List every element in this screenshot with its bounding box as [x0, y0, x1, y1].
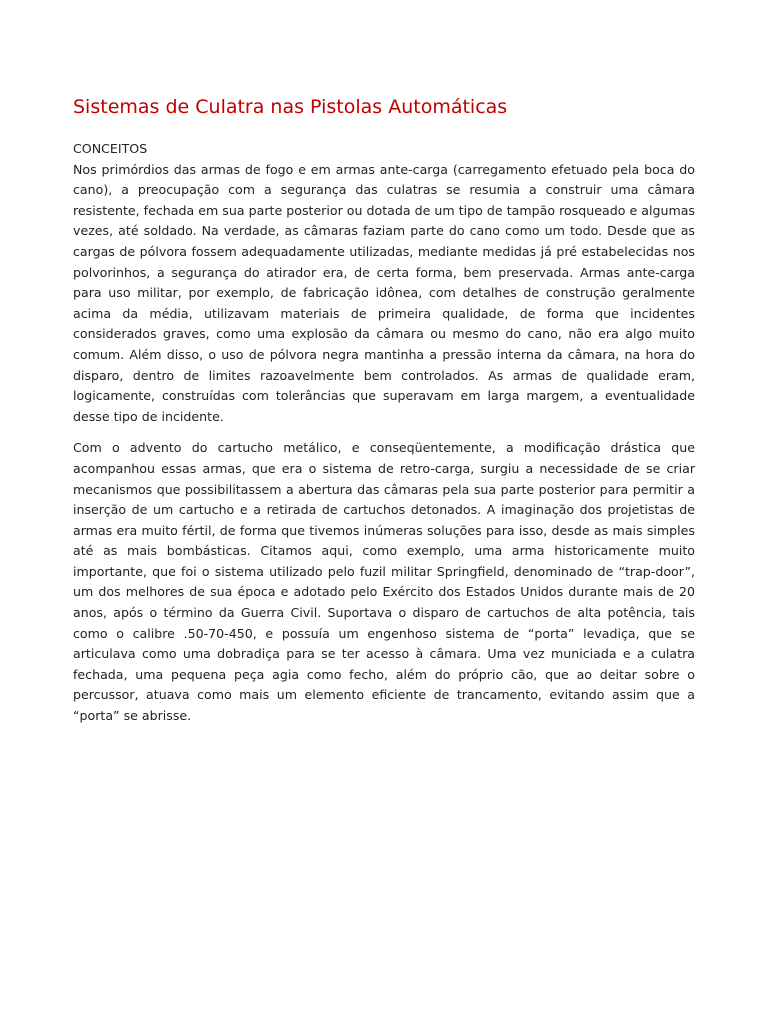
- section-label: CONCEITOS: [73, 141, 148, 156]
- paragraph-1: Nos primórdios das armas de fogo e em armas ante-carga (carregamento efetuado pela boca do cano), a preocupação com a segurança das culatras se resumia a construir uma câmara resistente, fechada em sua parte posterior ou dotada de um tipo de tampão rosqueado e algumas vezes, até soldado. Na verdade, as câmaras faziam parte do cano como um todo. Desde que as cargas de pólvora fossem adequadamente utilizadas, mediante medidas já pré estabelecidas nos polvorinhos, a segurança do atirador era, de certa forma, bem preservada. Armas ante-carga para uso militar, por exemplo, de fabricação idônea, com detalhes de construção geralmente acima da média, utilizavam materiais de primeira qualidade, de forma que incidentes considerados graves, como uma explosão da câmara ou mesmo do cano, não era algo muito comum. Além disso, o uso de pólvora negra mantinha a pressão interna da câmara, na hora do disparo, dentro de limites razoavelmente bem controlados. As armas de qualidade eram, logicamente, construídas com tolerâncias que superavam em larga margem, a eventualidade desse tipo de incidente.: [73, 161, 695, 424]
- paragraph-2: Com o advento do cartucho metálico, e conseqüentemente, a modificação drástica que acompanhou essas armas, que era o sistema de retro-carga, surgiu a necessidade de se criar mecanismos que possibilitassem a abertura das câmaras pela sua parte posterior para permitir a inserção de um cartucho e a retirada de cartuchos detonados. A imaginação dos projetistas de armas era muito fértil, de forma que tivemos inúmeras soluções para isso, desde as mais simples até as mais bombásticas. Citamos aqui, como exemplo, uma arma historicamente muito importante, que foi o sistema utilizado pelo fuzil militar Springfield, denominado de “trap-door”, um dos melhores de sua época e adotado pelo Exército dos Estados Unidos durante mais de 20 anos, após o término da Guerra Civil. Suportava o disparo de cartuchos de alta potência, tais como o calibre .50-70-450, e possuía um engenhoso sistema de “porta” levadiça, que se articulava como uma dobradiça para se ter acesso à câmara. Uma vez municiada e a culatra fechada, uma pequena peça agia como fecho, além do próprio cão, que ao deitar sobre o percussor, atuava como mais um elemento eficiente de trancamento, evitando assim que a “porta” se abrisse.: [73, 440, 695, 724]
- document-body: [73, 139, 695, 727]
- document-title: Sistemas de Culatra nas Pistolas Automáticas: [73, 96, 508, 118]
